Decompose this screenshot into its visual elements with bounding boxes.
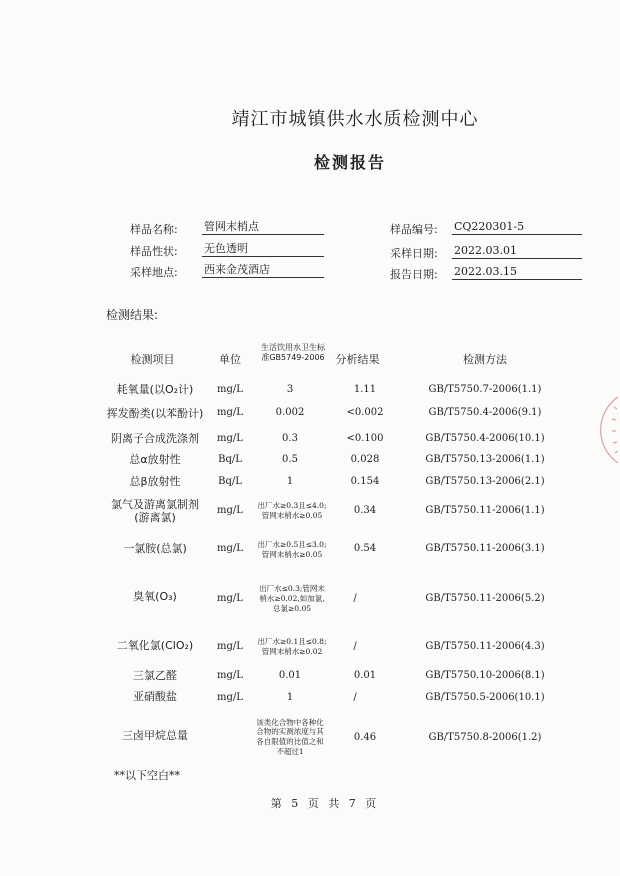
row-unit: Bq/L <box>218 454 242 465</box>
row-standard: 出厂水≥0.1且≤0.8;管网末梢水≥0.02 <box>257 637 327 656</box>
row-method: GB/T5750.11-2006(3.1) <box>425 543 545 554</box>
column-header-standard: 生活饮用水卫生标准GB5749-2006 <box>261 343 325 362</box>
row-unit <box>210 727 250 745</box>
organization-name: 靖江市城镇供水水质检测中心 <box>231 109 479 130</box>
page-footer: 第 5 页 共 7 页 <box>270 797 380 810</box>
sample-state-value: 无色透明 <box>202 242 324 257</box>
row-item: 氯气及游离氯制剂(游离氯) <box>111 497 199 524</box>
row-result: 0.154 <box>350 476 380 487</box>
sample-name-label: 样品名称: <box>130 223 178 236</box>
row-result: 1.11 <box>353 384 377 395</box>
row-result: <0.100 <box>346 433 384 444</box>
row-result: 0.028 <box>350 454 380 465</box>
row-unit: Bq/L <box>218 476 242 487</box>
row-standard: 1 <box>286 476 294 487</box>
row-method: GB/T5750.13-2006(2.1) <box>425 476 545 487</box>
row-method: GB/T5750.8-2006(1.2) <box>428 732 542 743</box>
row-standard: 0.002 <box>275 407 305 418</box>
blank-below-note: **以下空白** <box>114 769 180 782</box>
row-method: GB/T5750.11-2006(4.3) <box>425 641 545 652</box>
results-label: 检测结果: <box>106 308 159 322</box>
column-header-unit: 单位 <box>219 353 241 367</box>
row-unit: mg/L <box>217 505 243 516</box>
sample-state-label: 样品性状: <box>130 245 178 258</box>
row-method: GB/T5750.4-2006(9.1) <box>428 407 542 418</box>
row-unit: mg/L <box>217 593 243 604</box>
row-standard: 出厂水≤0.3;管网末梢水≥0.02,如加氯,总氯≥0.05 <box>259 584 325 613</box>
row-standard: 出厂水≥0.3且≤4.0;管网末梢水≥0.05 <box>257 501 327 520</box>
sample-id-value: CQ220301-5 <box>452 220 582 235</box>
row-item: 耗氧量(以O₂计) <box>116 383 194 397</box>
row-standard: 该类化合物中各种化合物的实测浓度与其各自限值的比值之和不超过1 <box>256 717 324 756</box>
row-result: / <box>353 641 357 652</box>
row-unit: mg/L <box>217 543 243 554</box>
row-unit: mg/L <box>217 692 243 703</box>
row-item: 三卤甲烷总量 <box>122 729 188 743</box>
row-standard: 1 <box>286 692 294 703</box>
row-method: GB/T5750.13-2006(1.1) <box>425 454 545 465</box>
row-result: 0.34 <box>353 505 377 516</box>
row-standard: 出厂水≥0.5且≤3.0;管网末梢水≥0.05 <box>257 540 327 559</box>
row-item: 臭氧(O₃) <box>133 590 177 604</box>
row-result: 0.46 <box>353 732 377 743</box>
row-item: 一氯胺(总氯) <box>123 542 187 556</box>
row-item: 三氯乙醛 <box>133 669 177 683</box>
sample-name-value: 管网末梢点 <box>202 220 324 235</box>
report-date-value: 2022.03.15 <box>452 265 582 280</box>
row-method: GB/T5750.7-2006(1.1) <box>428 384 542 395</box>
row-standard: 3 <box>286 384 294 395</box>
sampling-location-label: 采样地点: <box>130 266 178 279</box>
row-standard: 0.5 <box>282 454 298 465</box>
row-item: 阴离子合成洗涤剂 <box>111 432 199 446</box>
row-method: GB/T5750.5-2006(10.1) <box>425 692 545 703</box>
row-unit: mg/L <box>217 407 243 418</box>
sampling-date-label: 采样日期: <box>390 247 438 260</box>
row-item: 总α放射性 <box>129 453 181 467</box>
row-result: 0.01 <box>353 670 377 681</box>
report-date-label: 报告日期: <box>390 268 438 281</box>
row-unit: mg/L <box>217 384 243 395</box>
row-method: GB/T5750.11-2006(1.1) <box>425 505 545 516</box>
column-header-result: 分析结果 <box>335 353 380 367</box>
row-method: GB/T5750.11-2006(5.2) <box>425 593 545 604</box>
column-header-item: 检测项目 <box>130 353 175 367</box>
report-title: 检测报告 <box>313 153 386 172</box>
row-method: GB/T5750.4-2006(10.1) <box>425 433 545 444</box>
column-header-method: 检测方法 <box>463 353 507 367</box>
row-result: / <box>353 692 357 703</box>
row-method: GB/T5750.10-2006(8.1) <box>425 670 545 681</box>
row-result: / <box>353 593 357 604</box>
row-item: 二氧化氯(ClO₂) <box>116 639 194 653</box>
stamp-mark <box>598 395 620 465</box>
row-standard: 0.01 <box>278 670 302 681</box>
row-result: 0.54 <box>353 543 377 554</box>
row-unit: mg/L <box>217 641 243 652</box>
row-item: 挥发酚类(以苯酚计) <box>106 407 204 421</box>
row-standard: 0.3 <box>282 433 298 444</box>
row-item: 总β放射性 <box>129 475 181 489</box>
row-unit: mg/L <box>217 670 243 681</box>
row-unit: mg/L <box>217 433 243 444</box>
row-result: <0.002 <box>346 407 384 418</box>
sample-id-label: 样品编号: <box>390 223 438 236</box>
sampling-date-value: 2022.03.01 <box>452 244 582 259</box>
sampling-location-value: 西来金茂酒店 <box>202 263 324 278</box>
row-item: 亚硝酸盐 <box>133 690 177 704</box>
